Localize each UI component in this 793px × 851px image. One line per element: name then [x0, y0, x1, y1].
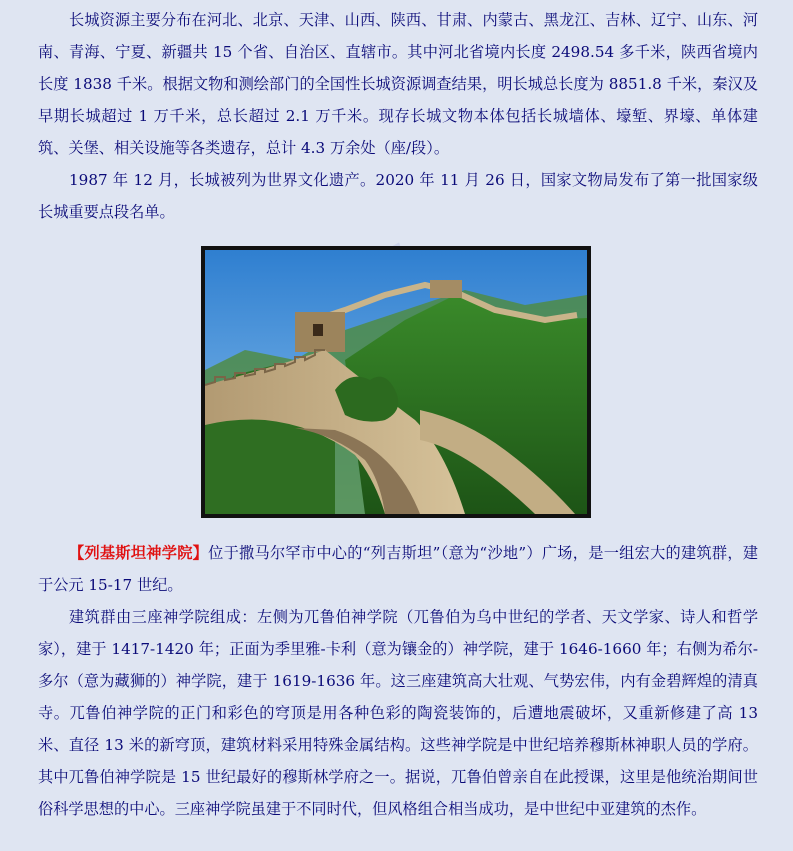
great-wall-illustration — [205, 250, 587, 514]
paragraph-registan-details: 建筑群由三座神学院组成：左侧为兀鲁伯神学院（兀鲁伯为乌中世纪的学者、天文学家、诗人和哲学家），建于 1417-1420 年；正面为季里雅-卡利（意为镶金的）神学院，建于 1646-1660 年；右侧为希尔-多尔（意为藏狮的）神学院，建于 1619-1636 年。这三座建筑高大壮观、气势宏伟，内有金碧辉煌的清真寺。兀鲁伯神学院的正门和彩色的穹顶是用各种色彩的陶瓷装饰的，后遭地震破坏，又重新修建了高 13 米、直径 13 米的新穹顶，建筑材料采用特殊金属结构。这些神学院是中世纪培养穆斯林神职人员的学府。其中兀鲁伯神学院是 15 世纪最好的穆斯林学府之一。据说，兀鲁伯曾亲自在此授课，这里是他统治期间世俗科学思想的中心。三座神学院虽建于不同时代，但风格组合相当成功，是中世纪中亚建筑的杰作。 — [38, 608, 758, 818]
great-wall-photo — [201, 246, 591, 518]
watchtower-window — [313, 324, 323, 336]
paragraph-registan-intro — [38, 537, 758, 601]
watchtower-far — [430, 280, 462, 298]
paragraph-world-heritage: 1987 年 12 月，长城被列为世界文化遗产。2020 年 11 月 26 日，国家文物局发布了第一批国家级长城重要点段名单。 — [38, 171, 758, 221]
paragraph-great-wall-distribution: 长城资源主要分布在河北、北京、天津、山西、陕西、甘肃、内蒙古、黑龙江、吉林、辽宁、山东、河南、青海、宁夏、新疆共 15 个省、自治区、直辖市。其中河北省境内长度 2498.54 多千米，陕西省境内长度 1838 千米。根据文物和测绘部门的全国性长城资源调查结果，明长城总长度为 8851.8 千米，秦汉及早期长城超过 1 万千米，总长超过 2.1 万千米。现存长城文物本体包括长城墙体、壕堑、界壕、单体建筑、关堡、相关设施等各类遗存，总计 4.3 万余处（座/段）。 — [38, 11, 758, 157]
registan-intro-text: 位于撒马尔罕市中心的“列吉斯坦”（意为“沙地”）广场，是一组宏大的建筑群，建于公元 15-17 世纪。 — [38, 544, 759, 594]
registan-heading: 【列基斯坦神学院】 — [69, 544, 209, 562]
